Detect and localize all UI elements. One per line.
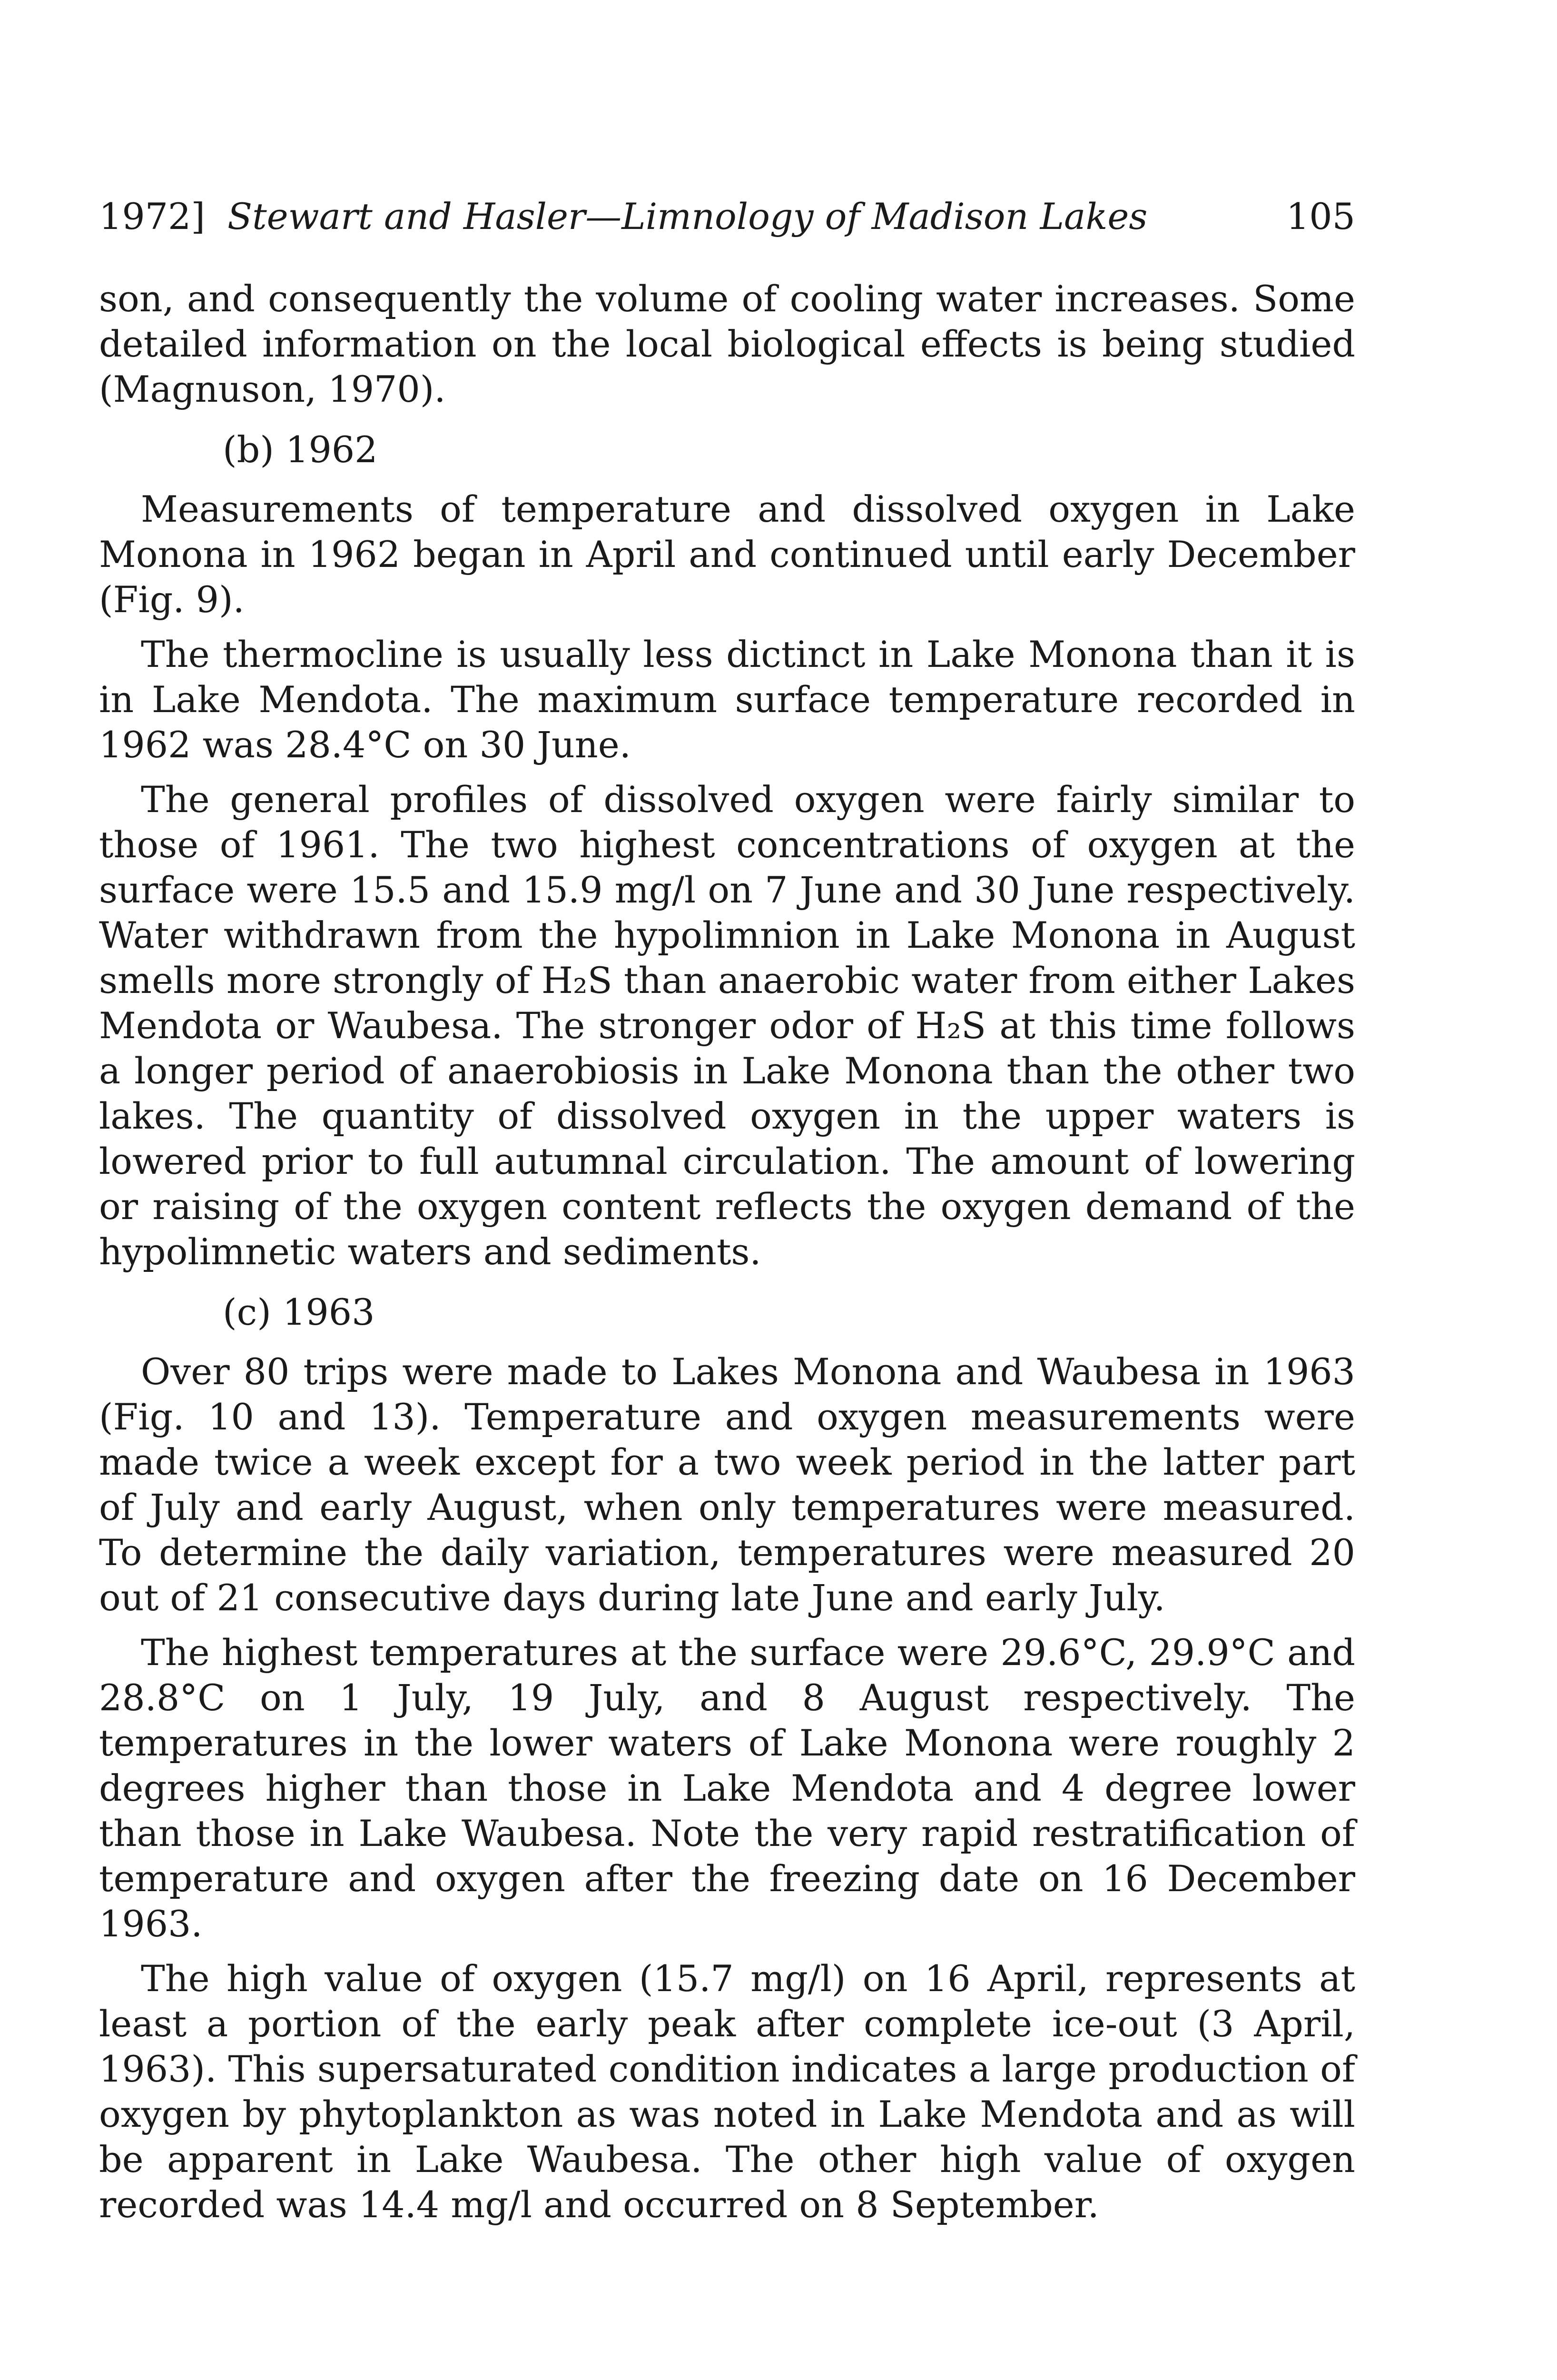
paragraph-1962-measurements: Measurements of temperature and dissolved oxygen in Lake Monona in 1962 began in April and continued until early December (Fig. 9).: [99, 488, 1355, 621]
paragraph-1963-trips: Over 80 trips were made to Lakes Monona and Waubesa in 1963 (Fig. 10 and 13). Temperature and oxygen measurements were made twice a week except for a two week period in the latter part of July and early August, when only temperatures were measured. To determine the daily variation, temperatures were measured 20 out of 21 consecutive days during late June and early July.: [99, 1350, 1355, 1619]
paragraph-1963-oxygen: The high value of oxygen (15.7 mg/l) on 16 April, represents at least a portion of the early peak after complete ice-out (3 April, 1963). This supersaturated condition indicates a large production of oxygen by phytoplankton as was noted in Lake Mendota and as will be apparent in Lake Waubesa. The other high value of oxygen recorded was 14.4 mg/l and occurred on 8 September.: [99, 1957, 1355, 2226]
section-heading-1962: (b) 1962: [223, 428, 378, 471]
page-number: 105: [1286, 195, 1355, 238]
running-title: Stewart and Hasler—Limnology of Madison Lakes: [227, 195, 1148, 238]
section-heading-1963: (c) 1963: [223, 1291, 375, 1333]
paragraph-1962-oxygen: The general profiles of dissolved oxygen were fairly similar to those of 1961. The two highest concentrations of oxygen at the surface were 15.5 and 15.9 mg/l on 7 June and 30 June respectively. Water withdrawn from the hypolimnion in Lake Monona in August smells more strongly of H₂S than anaerobic water from either Lakes Mendota or Waubesa. The stronger odor of H₂S at this time follows a longer period of anaerobiosis in Lake Monona than the other two lakes. The quantity of dissolved oxygen in the upper waters is lowered prior to full autumnal circulation. The amount of lowering or raising of the oxygen content reflects the oxygen demand of the hypolimnetic waters and sediments.: [99, 778, 1355, 1273]
body-text: [99, 276, 1355, 2227]
paragraph-1963-temperatures: The highest temperatures at the surface were 29.6°C, 29.9°C and 28.8°C on 1 July, 19 July, and 8 August respectively. The temperatures in the lower waters of Lake Monona were roughly 2 degrees higher than those in Lake Mendota and 4 degree lower than those in Lake Waubesa. Note the very rapid restratification of temperature and oxygen after the freezing date on 16 December 1963.: [99, 1631, 1355, 1945]
header-year: 1972]: [99, 195, 206, 238]
paragraph-1962-thermocline: The thermocline is usually less dictinct in Lake Monona than it is in Lake Mendota. The maximum surface temperature recorded in 1962 was 28.4°C on 30 June.: [99, 633, 1355, 766]
paragraph-continuation: son, and consequently the volume of cooling water increases. Some detailed information on the local biological effects is being studied (Magnuson, 1970).: [99, 278, 1355, 410]
running-header: [99, 190, 1355, 243]
